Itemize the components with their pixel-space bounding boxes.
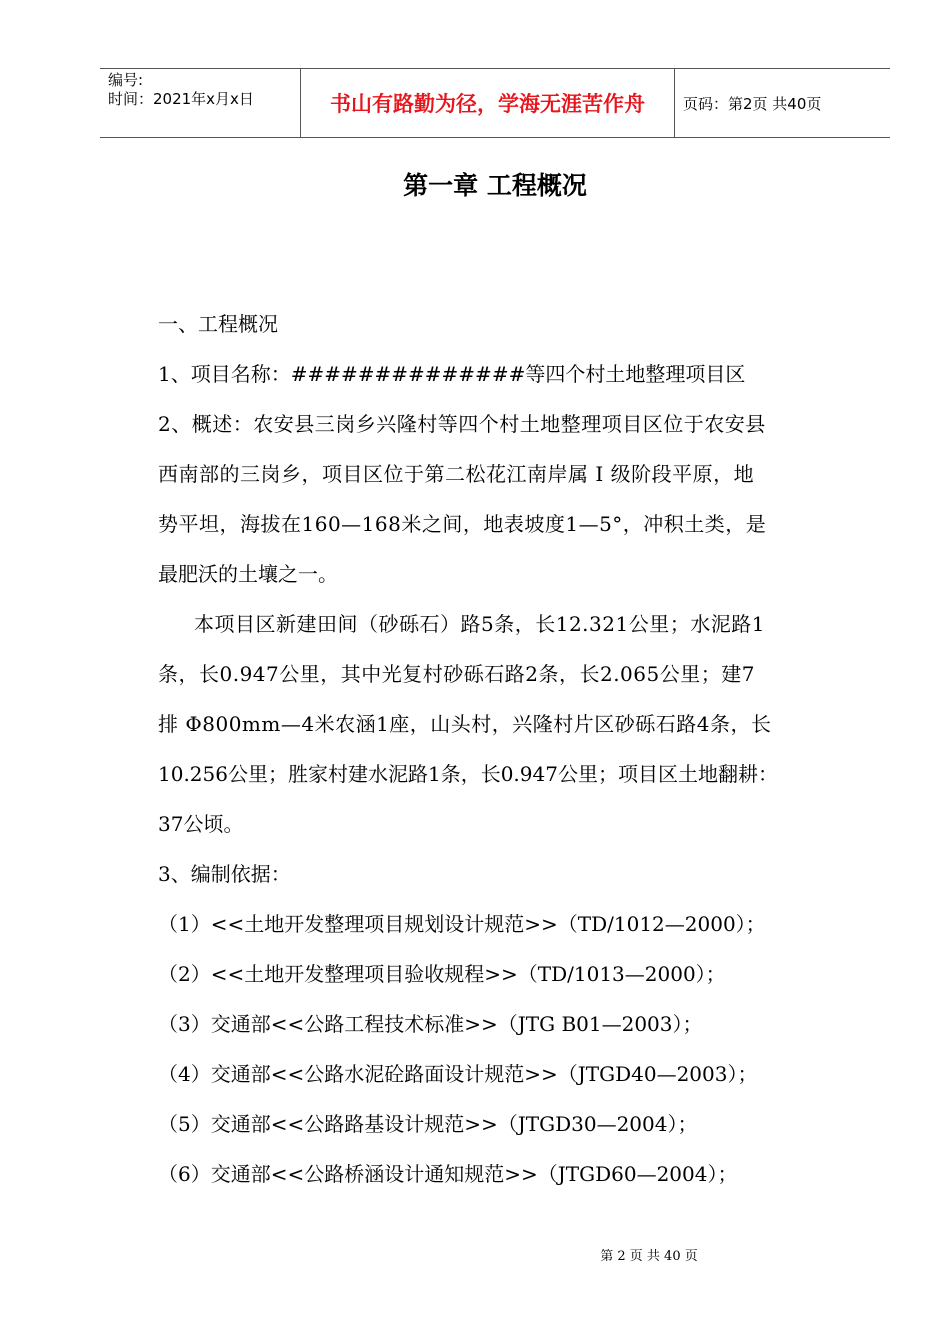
overview-line-4: 最肥沃的土壤之一。 [158, 562, 338, 586]
bianhao-label: 编号: [108, 71, 144, 89]
header-page-label: 页码：第2页 共40页 [683, 94, 822, 113]
header-meta-cell [100, 69, 301, 137]
scope-line-2: 条，长0.947公里，其中光复村砂砾石路2条，长2.065公里；建7 [158, 662, 755, 686]
basis-item-5: （5）交通部<<公路路基设计规范>>（JTGD30—2004）； [158, 1112, 698, 1136]
chapter-title [0, 166, 950, 202]
basis-item-3: （3）交通部<<公路工程技术标准>>（JTG B01—2003）； [158, 1012, 703, 1036]
chapter-title-text: 第一章 工程概况 [403, 171, 587, 200]
footer-page-number: 第 2 页 共 40 页 [600, 1249, 698, 1264]
basis-item-6: （6）交通部<<公路桥涵设计通知规范>>（JTGD60—2004）； [158, 1162, 738, 1186]
scope-line-1: 本项目区新建田间（砂砾石）路5条，长12.321公里；水泥路1 [194, 612, 765, 636]
overview-line-3: 势平坦，海拔在160—168米之间，地表坡度1—5°，冲积土类，是 [158, 512, 767, 536]
time-label: 时间：2021年x月x日 [108, 90, 254, 108]
basis-item-2: （2）<<土地开发整理项目验收规程>>（TD/1013—2000）； [158, 962, 726, 986]
project-name-line: 1、项目名称：##############等四个村土地整理项目区 [158, 362, 746, 386]
basis-heading: 3、编制依据： [158, 862, 291, 886]
overview-line-2: 西南部的三岗乡，项目区位于第二松花江南岸属 I 级阶段平原，地 [158, 462, 755, 486]
page-footer [0, 1245, 950, 1264]
scope-line-3: 排 Φ800mm—4米农涵1座，山头村，兴隆村片区砂砾石路4条，长 [158, 712, 772, 736]
overview-line-1: 2、概述：农安县三岗乡兴隆村等四个村土地整理项目区位于农安县 [158, 412, 766, 436]
page-header [100, 68, 890, 138]
section-heading: 一、工程概况 [158, 312, 278, 336]
basis-item-4: （4）交通部<<公路水泥砼路面设计规范>>（JTGD40—2003）； [158, 1062, 758, 1086]
scope-line-4: 10.256公里；胜家村建水泥路1条，长0.947公里；项目区土地翻耕： [158, 762, 778, 786]
header-motto: 书山有路勤为径，学海无涯苦作舟 [301, 69, 675, 137]
scope-line-5: 37公顷。 [158, 812, 244, 836]
basis-item-1: （1）<<土地开发整理项目规划设计规范>>（TD/1012—2000）； [158, 912, 766, 936]
